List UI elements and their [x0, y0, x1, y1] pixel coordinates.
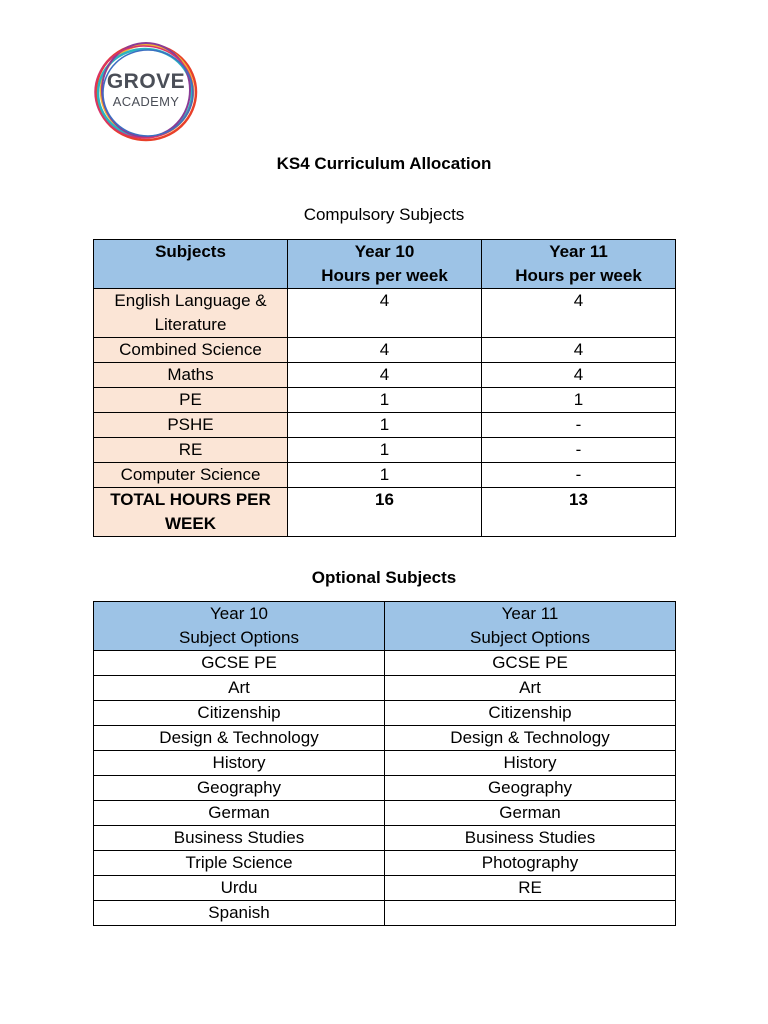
year10-hours: 1: [288, 388, 482, 413]
year10-option: Urdu: [94, 876, 385, 901]
table-row: [94, 901, 676, 926]
year11-option: History: [385, 751, 676, 776]
year11-option: GCSE PE: [385, 651, 676, 676]
table-row: [94, 363, 676, 388]
subject-cell: PE: [94, 388, 288, 413]
table-row: [94, 413, 676, 438]
table-row: [94, 438, 676, 463]
table-header-row: [94, 602, 676, 651]
year10-option: History: [94, 751, 385, 776]
subject-cell: Combined Science: [94, 338, 288, 363]
year11-hours: 4: [482, 338, 676, 363]
year10-hours: 4: [288, 289, 482, 338]
table-row: [94, 876, 676, 901]
year10-option: German: [94, 801, 385, 826]
table-row: [94, 388, 676, 413]
compulsory-heading: Compulsory Subjects: [303, 205, 465, 224]
year10-hours: 4: [288, 338, 482, 363]
table-row: [94, 801, 676, 826]
table-row: [94, 651, 676, 676]
subject-cell: Maths: [94, 363, 288, 388]
table-row: [94, 289, 676, 338]
table-row: [94, 776, 676, 801]
year11-option: Design & Technology: [385, 726, 676, 751]
header-year10-options: Year 10 Subject Options: [94, 602, 385, 651]
year11-option: RE: [385, 876, 676, 901]
header-year10: Year 10 Hours per week: [288, 240, 482, 289]
year11-option: [385, 901, 676, 926]
year10-hours: 4: [288, 363, 482, 388]
compulsory-subjects-table: [93, 239, 676, 537]
subject-cell: Computer Science: [94, 463, 288, 488]
year11-option: Geography: [385, 776, 676, 801]
year10-option: Art: [94, 676, 385, 701]
year11-hours: 4: [482, 289, 676, 338]
subject-cell: RE: [94, 438, 288, 463]
year10-option: Spanish: [94, 901, 385, 926]
year10-hours: 1: [288, 438, 482, 463]
table-row: [94, 751, 676, 776]
year11-option: Photography: [385, 851, 676, 876]
year10-option: Design & Technology: [94, 726, 385, 751]
table-row: [94, 826, 676, 851]
year11-hours: 4: [482, 363, 676, 388]
year10-hours: 1: [288, 463, 482, 488]
total-label: TOTAL HOURS PER WEEK: [94, 488, 288, 537]
table-row: [94, 726, 676, 751]
optional-subjects-table: [93, 601, 676, 926]
table-row: [94, 701, 676, 726]
grove-academy-logo: [92, 40, 200, 144]
year10-option: Triple Science: [94, 851, 385, 876]
table-row: [94, 676, 676, 701]
year11-option: Citizenship: [385, 701, 676, 726]
year10-option: Business Studies: [94, 826, 385, 851]
subject-cell: English Language & Literature: [94, 289, 288, 338]
year11-hours: -: [482, 463, 676, 488]
year11-option: Business Studies: [385, 826, 676, 851]
subject-cell: PSHE: [94, 413, 288, 438]
year11-option: German: [385, 801, 676, 826]
table-row: [94, 851, 676, 876]
table-header-row: [94, 240, 676, 289]
table-row: [94, 463, 676, 488]
total-year11: 13: [482, 488, 676, 537]
logo-text-grove: GROVE: [106, 70, 186, 93]
total-year10: 16: [288, 488, 482, 537]
optional-heading: Optional Subjects: [311, 568, 457, 587]
year10-option: Citizenship: [94, 701, 385, 726]
header-year11: Year 11 Hours per week: [482, 240, 676, 289]
year10-option: Geography: [94, 776, 385, 801]
year11-hours: -: [482, 438, 676, 463]
year10-option: GCSE PE: [94, 651, 385, 676]
header-subjects: Subjects: [94, 240, 288, 289]
year11-hours: -: [482, 413, 676, 438]
logo-text-academy: ACADEMY: [112, 94, 180, 109]
page-title: KS4 Curriculum Allocation: [276, 154, 492, 173]
year11-option: Art: [385, 676, 676, 701]
table-row: [94, 338, 676, 363]
year10-hours: 1: [288, 413, 482, 438]
year11-hours: 1: [482, 388, 676, 413]
header-year11-options: Year 11 Subject Options: [385, 602, 676, 651]
total-row: [94, 488, 676, 537]
